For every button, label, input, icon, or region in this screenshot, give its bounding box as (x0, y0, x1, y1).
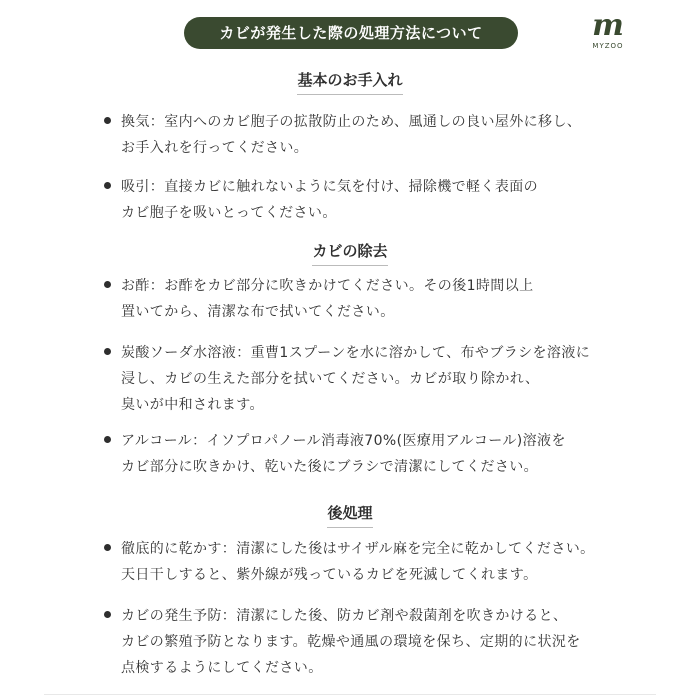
list-item-vinegar (104, 273, 610, 325)
bullet-icon (104, 436, 111, 443)
list-item-dry-thoroughly (104, 536, 610, 588)
text-line: 天日干しすると、紫外線が残っているカビを死滅してくれます。 (121, 567, 538, 583)
text-line: 炭酸ソーダ水溶液：重曹1スプーンを水に溶かして、布やブラシを溶液に (121, 345, 591, 361)
text-line: カビ部分に吹きかけ、乾いた後にブラシで清潔にしてください。 (121, 459, 539, 475)
text-line: 点検するようにしてください。 (121, 660, 323, 676)
list-item-text (121, 273, 610, 325)
list-item-text (121, 340, 610, 418)
list-item-text (121, 109, 610, 161)
page-title: カビが発生した際の処理方法について (184, 17, 518, 49)
bullet-icon (104, 182, 111, 189)
list-item-text (121, 536, 610, 588)
text-line: お酢：お酢をカビ部分に吹きかけてください。その後1時間以上 (121, 278, 534, 294)
bullet-icon (104, 348, 111, 355)
list-item-vacuum (104, 174, 610, 226)
section-heading-text: カビの除去 (312, 240, 387, 266)
section-heading-text: 後処理 (327, 502, 372, 528)
list-item-alcohol (104, 428, 610, 480)
brand-logo (583, 10, 633, 56)
list-item-text (121, 428, 610, 480)
text-line: カビ胞子を吸いとってください。 (121, 205, 337, 221)
list-item-text (121, 174, 610, 226)
text-line: 吸引：直接カビに触れないように気を付け、掃除機で軽く表面の (121, 179, 539, 195)
bullet-icon (104, 611, 111, 618)
text-line: 換気：室内へのカビ胞子の拡散防止のため、風通しの良い屋外に移し、 (121, 114, 582, 130)
section-heading-aftercare (0, 502, 700, 528)
bottom-divider (44, 694, 656, 695)
text-line: お手入れを行ってください。 (121, 140, 309, 156)
list-item-text (121, 603, 610, 681)
list-item-mold-prevention (104, 603, 610, 681)
bullet-icon (104, 117, 111, 124)
section-heading-mold-removal (0, 240, 700, 266)
text-line: カビの発生予防：清潔にした後、防カビ剤や殺菌剤を吹きかけると、 (121, 608, 568, 624)
text-line: アルコール：イソプロパノール消毒液70%(医療用アルコール)溶液を (121, 433, 566, 449)
text-line: 浸し、カビの生えた部分を拭いてください。カビが取り除かれ、 (121, 371, 540, 387)
text-line: 置いてから、清潔な布で拭いてください。 (121, 304, 395, 320)
text-line: 徹底的に乾かす：清潔にした後はサイザル麻を完全に乾かしてください。 (121, 541, 595, 557)
logo-mark: m (592, 8, 624, 43)
logo-text: MYZOO (592, 42, 624, 50)
section-heading-text: 基本のお手入れ (297, 69, 402, 95)
list-item-soda-solution (104, 340, 610, 418)
text-line: 臭いが中和されます。 (121, 397, 264, 413)
text-line: カビの繁殖予防となります。乾燥や通風の環境を保ち、定期的に状況を (121, 634, 581, 650)
section-heading-basic-care (0, 69, 700, 95)
bullet-icon (104, 544, 111, 551)
list-item-ventilation (104, 109, 610, 161)
bullet-icon (104, 281, 111, 288)
